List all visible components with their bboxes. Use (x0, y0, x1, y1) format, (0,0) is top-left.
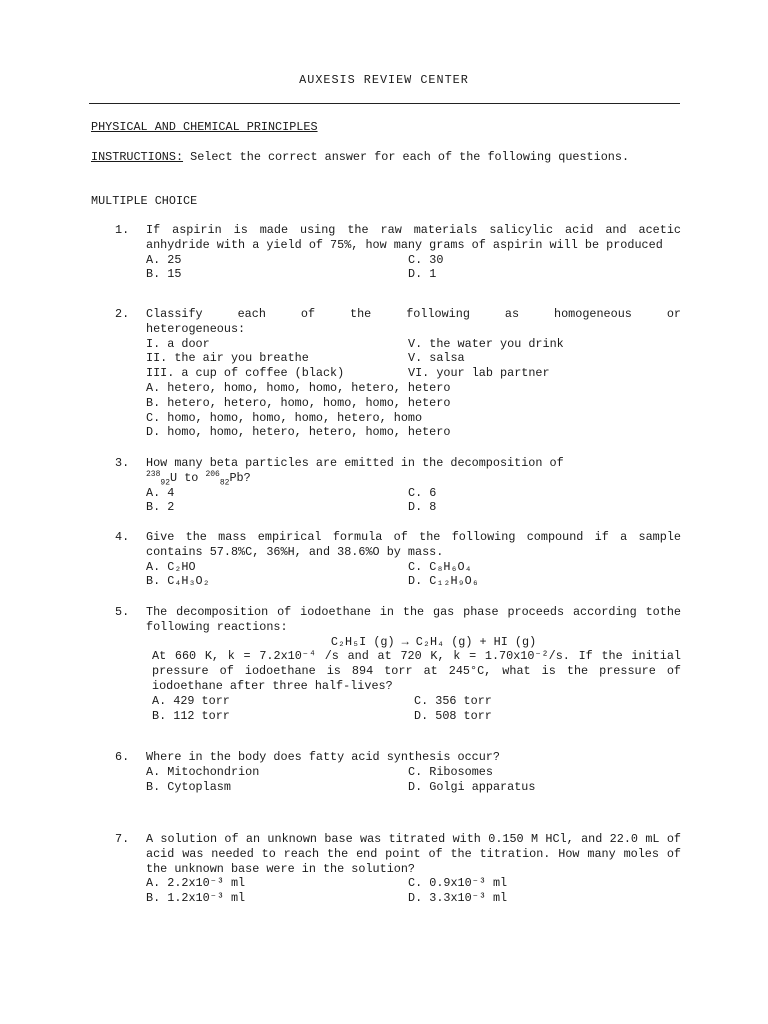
word: each (237, 307, 266, 321)
question-text: If aspirin is made using the raw materials salicylic acid and acetic anhydride with a yield of 75%, how many grams of aspirin will be produced (146, 223, 681, 252)
question-3 (115, 456, 681, 515)
question-4 (115, 530, 681, 589)
atomic-number: 82 (219, 478, 230, 488)
element-symbol: Pb? (229, 470, 251, 485)
word: Classify (146, 307, 203, 321)
item-vi: VI. your lab partner (408, 366, 550, 381)
question-number: 1. (115, 223, 130, 237)
choice-c: C. 0.9x10⁻³ ml (408, 876, 508, 891)
choice-b: B. hetero, hetero, homo, homo, homo, hetero (146, 395, 451, 410)
question-body: At 660 K, k = 7.2x10⁻⁴ /s and at 720 K, k = 1.70x10⁻²/s. If the initial pressure of iodoethane is 894 torr at 245°C, what is the pressure of iodoethane after three half-lives? (152, 649, 681, 693)
instructions-text: Select the correct answer for each of the following questions. (183, 150, 630, 164)
question-6 (115, 750, 681, 794)
isotope-line (146, 471, 681, 486)
choice-b: B. 2 (146, 500, 175, 515)
choice-d: D. 8 (408, 500, 437, 515)
item-ii: II. the air you breathe (146, 351, 309, 366)
choice-c: C. 6 (408, 485, 437, 500)
choice-d: D. homo, homo, hetero, hetero, homo, hetero (146, 425, 451, 440)
word: as (504, 307, 520, 321)
choice-b: B. 112 torr (152, 708, 230, 723)
choice-a: A. 25 (146, 252, 182, 267)
choice-a: A. C₂HO (146, 559, 196, 574)
choice-d: D. C₁₂H₉O₆ (408, 574, 479, 589)
question-number: 5. (115, 605, 130, 619)
question-text-line1 (146, 307, 681, 322)
item-v: V. the water you drink (408, 336, 564, 351)
choice-b: B. 15 (146, 267, 182, 282)
question-7 (115, 832, 681, 906)
page-header: AUXESIS REVIEW CENTER (299, 73, 469, 87)
subject-title: PHYSICAL AND CHEMICAL PRINCIPLES (91, 120, 318, 134)
word: or (666, 307, 681, 321)
choice-a: A. Mitochondrion (146, 764, 260, 779)
choice-c: C. Ribosomes (408, 764, 493, 779)
question-text: How many beta particles are emitted in the decomposition of (146, 456, 564, 470)
choice-a: A. 4 (146, 485, 175, 500)
word: of (300, 307, 316, 321)
choice-b: B. Cytoplasm (146, 779, 231, 794)
choice-d: D. Golgi apparatus (408, 779, 536, 794)
question-number: 7. (115, 832, 130, 846)
item-i: I. a door (146, 336, 210, 351)
item-v2: V. salsa (408, 351, 465, 366)
choice-b: B. C₄H₃O₂ (146, 574, 210, 589)
mass-number: 206 (205, 469, 220, 479)
question-text: Give the mass empirical formula of the following compound if a sample contains 57.8%C, 36%H, and 38.6%O by mass. (146, 530, 681, 559)
choice-a: A. hetero, homo, homo, homo, hetero, hetero (146, 380, 451, 395)
section-title: MULTIPLE CHOICE (91, 194, 198, 208)
word: the (350, 307, 372, 321)
question-text-line2: heterogeneous: (146, 321, 246, 336)
choice-d: D. 1 (408, 267, 437, 282)
choice-c: C. 356 torr (414, 693, 492, 708)
choice-d: D. 3.3x10⁻³ ml (408, 891, 508, 906)
word: following (406, 307, 470, 321)
atomic-number: 92 (160, 478, 171, 488)
to-word: to (177, 470, 206, 485)
choice-b: B. 1.2x10⁻³ ml (146, 891, 246, 906)
mass-number: 238 (146, 469, 161, 479)
instructions-label: INSTRUCTIONS: (91, 150, 184, 164)
question-number: 6. (115, 750, 130, 764)
reaction-equation: C₂H₅I (g) → C₂H₄ (g) + HI (g) (330, 634, 537, 649)
question-text: A solution of an unknown base was titrated with 0.150 M HCl, and 22.0 mL of acid was needed to reach the end point of the titration. How many moles of the unknown base were in the solution? (146, 832, 681, 876)
question-2 (115, 307, 681, 440)
choice-d: D. 508 torr (414, 708, 492, 723)
word: homogeneous (554, 307, 632, 321)
choice-c: C. C₈H₆O₄ (408, 559, 472, 574)
choice-a: A. 2.2x10⁻³ ml (146, 876, 246, 891)
instructions (91, 150, 681, 165)
item-iii: III. a cup of coffee (black) (146, 366, 345, 381)
choice-a: A. 429 torr (152, 693, 230, 708)
header-rule (89, 103, 680, 104)
choice-c: C. 30 (408, 252, 444, 267)
question-number: 4. (115, 530, 130, 544)
question-text: Where in the body does fatty acid synthesis occur? (146, 750, 500, 764)
element-symbol: U (170, 470, 178, 485)
question-number: 3. (115, 456, 130, 470)
question-1 (115, 223, 681, 282)
question-number: 2. (115, 307, 130, 321)
question-text: The decomposition of iodoethane in the gas phase proceeds according tothe following reactions: (146, 605, 681, 634)
choice-c: C. homo, homo, homo, homo, hetero, homo (146, 410, 423, 425)
question-5 (115, 605, 681, 723)
